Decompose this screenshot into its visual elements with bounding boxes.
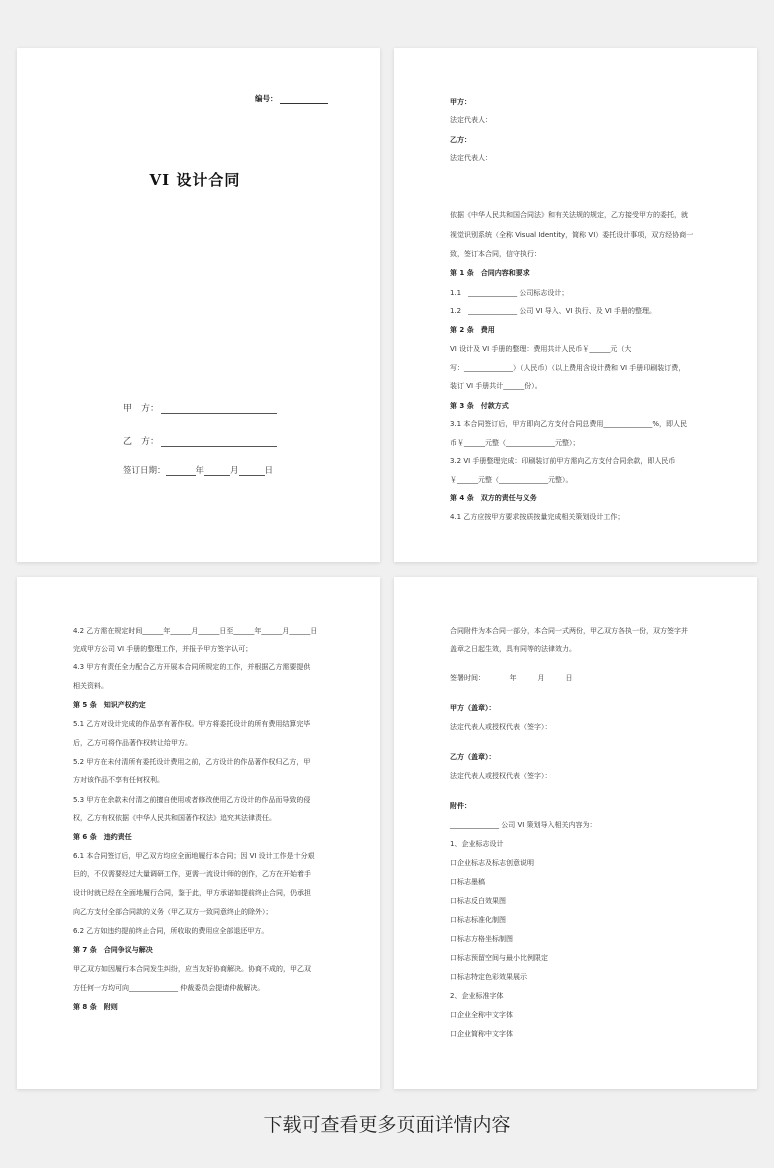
text-line: 甲乙双方如因履行本合同发生纠纷，应当友好协商解决。协商不成的，甲乙双 (73, 965, 311, 973)
signing-time: 签署时间： 年 月 日 (450, 674, 573, 682)
page-title: VI 设计合同 (149, 171, 241, 189)
text-line: 1.1 ______________ 公司标志设计； (450, 289, 569, 297)
list-item: 口企业全称中文字体 (450, 1011, 513, 1019)
contract-number-field (255, 93, 328, 104)
text-line: 法定代表人或授权代表（签字）： (450, 772, 552, 780)
text-line: 方对该作品不享有任何权利。 (73, 776, 164, 784)
text-line: 5.2 甲方在未付清所有委托设计费用之前，乙方设计的作品著作权归乙方，甲 (73, 758, 311, 766)
section-heading: 第 7 条 合同争议与解决 (73, 946, 153, 954)
list-item: 口标志方格坐标制图 (450, 935, 513, 943)
text-line: 权，乙方有权依据《中华人民共和国著作权法》追究其法律责任。 (73, 814, 276, 822)
text-line: 装订 VI 手册共计______份）。 (450, 382, 542, 390)
party-a-blank (161, 404, 277, 414)
text-line: 相关资料。 (73, 682, 108, 690)
sign-date-label: 签订日期： (123, 466, 166, 476)
download-caption: 下载可查看更多页面详情内容 (263, 1114, 511, 1136)
list-item: 口标志反白效果图 (450, 897, 506, 905)
text-line: 币￥______元整（______________元整）； (450, 439, 580, 447)
text-line: 5.1 乙方对设计完成的作品享有著作权。甲方将委托设计的所有费用结算完毕 (73, 720, 311, 728)
sign-date-year: 年 (195, 466, 205, 476)
text-line: 依据《中华人民共和国合同法》和有关法规的规定，乙方接受甲方的委托，就 (450, 211, 688, 219)
text-line: 3.2 VI 手册整理完成：印刷装订前甲方需向乙方支付合同余款，即人民币 (450, 457, 676, 465)
text-line: 法定代表人： (450, 116, 492, 124)
list-item: 口企业标志及标志创意说明 (450, 859, 534, 867)
text-line: 方任何一方均可向______________ 仲裁委员会提请仲裁解决。 (73, 984, 265, 992)
text-line: ______________ 公司 VI 策划导入相关内容为： (450, 821, 597, 829)
party-a-seal-heading: 甲方（盖章）： (450, 704, 496, 712)
party-a-heading: 甲方： (450, 98, 471, 106)
text-line: 5.3 甲方在余款未付清之前擅自使用或者修改使用乙方设计的作品而导致的侵 (73, 796, 311, 804)
party-b-seal-heading: 乙方（盖章）： (450, 753, 496, 761)
section-heading: 第 2 条 费用 (450, 326, 495, 334)
party-b-field (123, 434, 277, 447)
sign-date-month: 月 (230, 466, 239, 476)
text-line: 视觉识别系统（全称 Visual Identity，简称 VI）委托设计事项，双方经协商一 (450, 231, 694, 239)
text-line: 法定代表人或授权代表（签字）： (450, 723, 552, 731)
contract-number-blank (280, 95, 328, 104)
text-line: 6.2 乙方如违约提前终止合同，所收取的费用应全部退还甲方。 (73, 927, 269, 935)
text-line: 3.1 本合同签订后，甲方即向乙方支付合同总费用______________%，即人民 (450, 420, 688, 428)
party-b-heading: 乙方： (450, 136, 471, 144)
text-line: 1.2 ______________ 公司 VI 导入、VI 执行、及 VI 手册的整理。 (450, 307, 657, 315)
attachment-heading: 附件： (450, 802, 471, 810)
sign-date-day: 日 (264, 466, 274, 476)
list-item: 口标志预留空间与最小比例限定 (450, 954, 548, 962)
text-line: 合同附件为本合同一部分，本合同一式两份，甲乙双方各执一份，双方签字并 (450, 627, 688, 635)
text-line: 写：______________）（人民币）（以上费用含设计费和 VI 手册印刷装订费， (450, 364, 686, 372)
text-line: 4.2 乙方需在规定时间______年______月______日至______年______月______日 (73, 627, 318, 635)
list-item: 口标志特定色彩效果展示 (450, 973, 527, 981)
text-line: 盖章之日起生效，具有同等的法律效力。 (450, 645, 576, 653)
text-line: 后，乙方可将作品著作权转让给甲方。 (73, 739, 192, 747)
section-heading: 第 1 条 合同内容和要求 (450, 269, 530, 277)
party-b-blank (161, 437, 277, 447)
contract-page-4 (394, 577, 757, 1089)
text-line: 4.1 乙方应按甲方要求按质按量完成相关策划设计工作； (450, 513, 625, 521)
sign-date-field (123, 464, 273, 476)
text-line: 巨的，不仅需要经过大量调研工作，更需一流设计师的创作，乙方在开始着手 (73, 870, 311, 878)
cover-page (17, 48, 380, 562)
list-item: 口标志标准化制图 (450, 916, 506, 924)
list-item: 口企业简称中文字体 (450, 1030, 513, 1038)
section-heading: 第 4 条 双方的责任与义务 (450, 494, 537, 502)
text-line: 完成甲方公司 VI 手册的整理工作，并报予甲方签字认可； (73, 645, 253, 653)
contract-page-2 (394, 48, 757, 562)
text-line: 6.1 本合同签订后，甲乙双方均应全面地履行本合同；因 VI 设计工作是十分艰 (73, 852, 315, 860)
section-heading: 第 8 条 附则 (73, 1003, 118, 1011)
list-item: 2、企业标准字体 (450, 992, 504, 1000)
text-line: 致，签订本合同，信守执行： (450, 250, 541, 258)
party-b-label: 乙 方： (123, 437, 160, 447)
party-a-field (123, 401, 277, 414)
text-line: 法定代表人： (450, 154, 492, 162)
text-line: 设计时就已经在全面地履行合同，鉴于此，甲方承诺如提前终止合同，仍承担 (73, 889, 311, 897)
contract-number-label: 编号： (255, 94, 278, 103)
text-line: ￥______元整（______________元整）。 (450, 476, 573, 484)
party-a-label: 甲 方： (123, 404, 160, 414)
list-item: 口标志墨稿 (450, 878, 485, 886)
section-heading: 第 5 条 知识产权约定 (73, 701, 146, 709)
section-heading: 第 6 条 违约责任 (73, 833, 132, 841)
text-line: VI 设计及 VI 手册的整理：费用共计人民币￥______元（大 (450, 345, 632, 353)
contract-page-3 (17, 577, 380, 1089)
list-item: 1、企业标志设计 (450, 840, 504, 848)
section-heading: 第 3 条 付款方式 (450, 402, 509, 410)
text-line: 4.3 甲方有责任全力配合乙方开展本合同所规定的工作，并根据乙方需要提供 (73, 663, 311, 671)
text-line: 向乙方支付全部合同款的义务（甲乙双方一致同意终止的除外）； (73, 908, 273, 916)
